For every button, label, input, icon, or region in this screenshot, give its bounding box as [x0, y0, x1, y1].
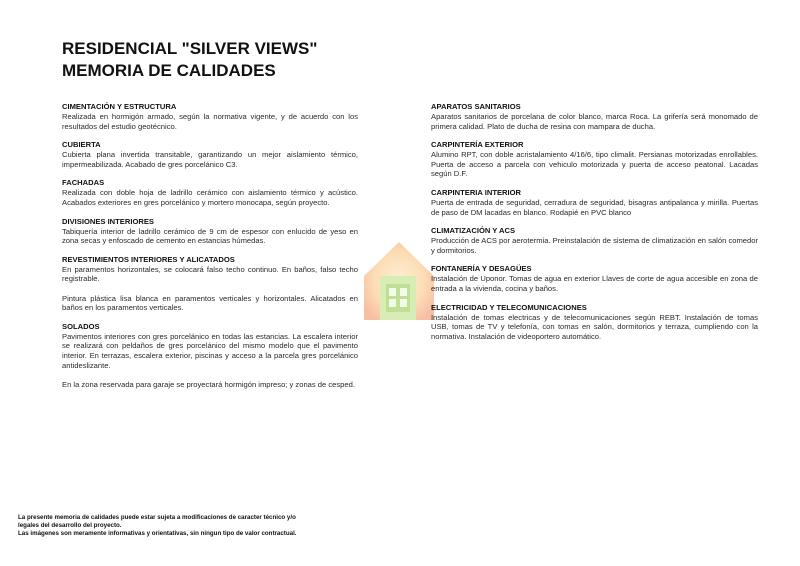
section-text: Instalación de tomas electricas y de telecomunicaciones según REBT. Instalación de tomas USB, tomas de TV y telefonía, con tomas en salón, dormitorios y terraza, cumpliendo con la normativa. Instalación de videoportero automático.	[431, 312, 758, 341]
section-text: Pintura plástica lisa blanca en paramentos verticales y horizontales. Alicatados en baños en los paramentos verticales.	[62, 293, 358, 313]
document-title	[62, 38, 317, 82]
section-heading: REVESTIMIENTOS INTERIORES Y ALICATADOS	[62, 254, 235, 264]
section-text: Aparatos sanitarios de porcelana de color blanco, marca Roca. La grifería será monomado de primera calidad. Plato de ducha de resina con mampara de ducha.	[431, 112, 758, 131]
section-heading: APARATOS SANITARIOS	[431, 102, 521, 111]
section-carpinteria-interior	[431, 188, 758, 217]
section-fontaneria	[431, 264, 758, 293]
section-climatizacion	[431, 226, 758, 255]
left-column	[62, 102, 358, 398]
section-text: Realizada con doble hoja de ladrillo cerámico con aislamiento térmico y acústico. Acabados exteriores en gres porcelánico y mortero monocapa, según proyecto.	[62, 188, 358, 207]
section-carpinteria-exterior	[431, 140, 758, 179]
section-heading: CIMENTACIÓN Y ESTRUCTURA	[62, 102, 177, 111]
section-heading: FACHADAS	[62, 178, 105, 188]
section-cubierta	[62, 140, 358, 169]
section-text: Pavimentos interiores con gres porcelánico en todas las estancias. La escalera interior se realizará con peldaños de gres porcelánico del mismo modelo que el pavimento interior. En terrazas, escalera exterior, piscinas y acceso a la parcela gres porcelánico antideslizante.	[62, 331, 358, 370]
section-heading: ELECTRICIDAD Y TELECOMUNICACIONES	[431, 302, 587, 312]
disclaimer-line-1: La presente memoria de calidades puede estar sujeta a modificaciones de caracter técnico y/o legales del desarrollo del proyecto.	[18, 514, 296, 530]
section-heading: DIVISIONES INTERIORES	[62, 216, 154, 226]
disclaimer-line-2: Las imágenes son meramente informativas y orientativas, sin ningun tipo de valor contractual.	[18, 530, 297, 538]
section-text: Cubierta plana invertida transitable, garantizando un mejor aislamiento térmico, impermeabilizada. Acabado de gres porcelánico C3.	[62, 150, 358, 169]
section-electricidad	[431, 303, 758, 342]
section-revestimientos	[62, 255, 358, 313]
legal-disclaimer	[18, 514, 318, 539]
section-heading: CARPINTERIA INTERIOR	[431, 187, 522, 197]
right-column	[431, 102, 758, 350]
section-text: En la zona reservada para garaje se proyectará hormigón impreso; y zonas de cesped.	[62, 379, 355, 389]
section-text: Tabiquería interior de ladrillo cerámico de 9 cm de espesor con enlucido de yeso en zona secas y enfoscado de cemento en estancias húmedas.	[62, 226, 358, 246]
section-text: Alumino RPT, con doble acristalamiento 4/16/6, tipo climalit. Persianas motorizadas enrollables. Puerta de acceso a parcela con vehiculo motorizada y puerta de acceso peatonal. Lacadas según D.F.	[431, 150, 758, 179]
section-cimentacion	[62, 102, 358, 131]
section-text: Puerta de entrada de seguridad, cerradura de seguridad, bisagras antipalanca y mirilla. Puertas de paso de DM lacadas en blanco. Rodapié en PVC blanco	[431, 197, 758, 217]
house-logo-watermark	[358, 228, 440, 328]
title-line-2: MEMORIA DE CALIDADES	[62, 61, 276, 80]
section-text: Producción de ACS por aerotermia. Preinstalación de sistema de climatización en salón comedor y dormitorios.	[431, 236, 758, 255]
section-heading: CLIMATIZACIÓN Y ACS	[431, 226, 516, 236]
section-fachadas	[62, 178, 358, 207]
section-text: En paramentos horizontales, se colocará falso techo continuo. En baños, falso techo registrable.	[62, 264, 358, 284]
section-heading: CUBIERTA	[62, 140, 101, 150]
section-text: Realizada en hormigón armado, según la normativa vigente, y de acuerdo con los resultados del estudio geotécnico.	[62, 112, 358, 131]
section-aparatos-sanitarios	[431, 102, 758, 131]
section-solados	[62, 322, 358, 390]
section-heading: CARPINTERÍA EXTERIOR	[431, 140, 524, 150]
section-divisiones	[62, 217, 358, 246]
section-text: Instalación de Uponor. Tomas de agua en exterior Llaves de corte de agua accesible en zona de entrada a la vivienda, cocina y baños.	[431, 274, 758, 293]
title-line-1: RESIDENCIAL "SILVER VIEWS"	[62, 39, 318, 58]
section-heading: SOLADOS	[62, 321, 100, 331]
section-heading: FONTANERÍA Y DESAGÜES	[431, 264, 532, 274]
